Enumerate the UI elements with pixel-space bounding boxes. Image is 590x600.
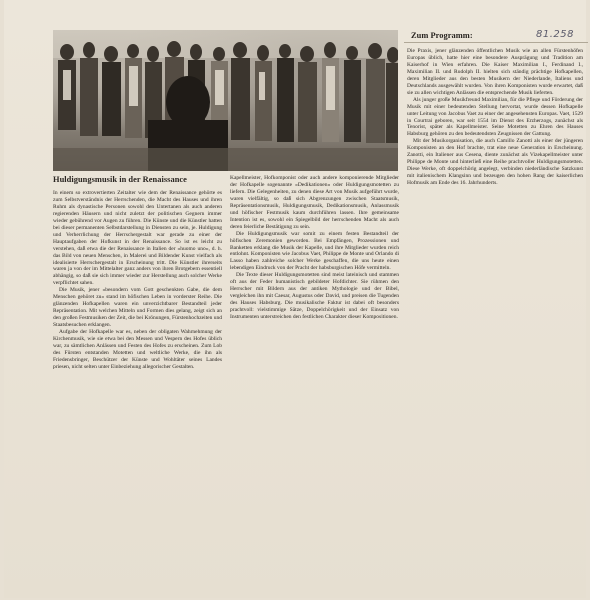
paragraph: Als junger große Musikfreund Maximilian, für die Pflege und Förderung der Musik mit einer bedeutenden Stellung hervortat, wurde dessen Hofkapelle unter Leitung von Jacobus Vaet zu einer der angesehensten Europas. Vaet, 1529 in Courtrai geboren, war seit 1554 im Dienst des Erzherzogs, zunächst als Tenorist, später als Kapellmeister. Seine Motetten zu Ehren des Hauses Habsburg gehören zu den bedeutendsten Zeugnissen der Gattung. xyxy=(407,96,583,138)
program-heading: Zum Programm: xyxy=(411,31,473,40)
paragraph: Mit der Musikorganisation, die auch Camillo Zanotti als einer der jüngeren Komponisten an den Hof brachte, trat eine neue Generation in Erscheinung. Zanotti, ein Italiener aus Cesena, diente zunächst als Vizekapellmeister unter Philippe de Monte und hinterließ eine Reihe prachtvoller Huldigungsmotetten. Diese Werke, oft doppelchörig angelegt, verbinden niederländische Satzkunst mit italienischem Klangsinn und bezeugen den hohen Rang der kaiserlichen Hofmusik am Ende des 16. Jahrhunderts. xyxy=(407,138,583,187)
album-page xyxy=(4,0,586,598)
section-heading: Huldigungsmusik in der Renaissance xyxy=(53,175,187,184)
paragraph: Die Huldigungsmusik war somit zu einem festen Bestandteil der höfischen Zeremonien geworden. Bei Empfängen, Prozessionen und Banketten erklang die Musik der Kapelle, und ihre Mitglieder wurden reich entlohnt. Komponisten wie Jacobus Vaet, Philippe de Monte und Orlando di Lasso haben zahlreiche solcher Werke geschaffen, die uns heute einen lebendigen Eindruck von der Pracht der habsburgischen Höfe vermitteln. xyxy=(230,230,399,272)
paragraph: Die Praxis, jener glänzenden öffentlichen Musik wie an allen Fürstenhöfen Europas üblich, hatte hier eine besondere Ausprägung und Tradition am Kaiserhof in Wien erfahren. Die Kaiser Maximilian I., Ferdinand I., Maximilian II. und Rudolph II. hielten sich ständig prächtige Hofkapellen, deren Mitglieder aus den besten Musikern der Niederlande, Italiens und Deutschlands ausgewählt wurden. Von ihren Komponisten wurde erwartet, daß sie zu allen wichtigen Anlässen die entsprechende Musik lieferten. xyxy=(407,48,583,96)
paragraph: Die Musik, jener »besondern vom Gott geschenkten Gabe, die dem Menschen gehöret zu« stand im höfischen Leben in vorderster Reihe. Die glänzenden Hofkapellen waren ein unverzichtbarer Bestandteil jeder Repräsentation. Mit welchen Mitteln und Formen dies gelang, zeigt sich an den großen Festmusiken der Zeit, die bei Krönungen, Fürstenhochzeiten und Staatsbesuchen erklangen. xyxy=(53,287,222,329)
choir-figures xyxy=(53,30,398,171)
choir-photograph xyxy=(53,30,398,171)
paragraph: Kapellmeister, Hofkomponist oder auch andere komponierende Mitglieder der Hofkapelle sogenannte »Dedikationen« oder Huldigungsmotetten zu liefern. Die Gelegenheiten, zu denen diese Art von Musik aufgeführt wurde, waren vielfältig, so daß sich Abgrenzungen zwischen Staatsmusik, Repräsentationsmusik, Huldigungsmusik, Dedikationsmusik, Anlassmusik und höfischer Festmusik kaum durchführen lassen. Ihre gemeinsame Intention ist es, sowohl ein Spiegelbild der herrschenden Macht als auch deren feierliche Bestätigung zu sein. xyxy=(230,175,399,230)
handwritten-catalog-number: 81.258 xyxy=(536,29,574,40)
paragraph: Die Texte dieser Huldigungsmotetten sind meist lateinisch und stammen oft aus der Feder humanistisch gebildeter Hofdichter. Sie rühmen den Herrscher mit Bildern aus der antiken Mythologie und der Bibel, vergleichen ihn mit Caesar, Augustus oder David, und preisen die Tugenden des Hauses Habsburg. Die musikalische Faktur ist dabei oft besonders prachtvoll: vielstimmige Sätze, Doppelchörigkeit und der Einsatz von Instrumenten unterstreichen den festlichen Charakter dieser Kompositionen. xyxy=(230,272,399,321)
heading-rule xyxy=(404,42,588,43)
paragraph: Aufgabe der Hofkapelle war es, neben der obligaten Wahrnehmung der Kirchenmusik, wie sie etwa bei den Messen und Vespern des Hofes üblich war, zu sämtlichen Anlässen und Festen des Hofes zu erscheinen. Zum Lob des Fürsten entstanden Motetten und weltliche Werke, die ihn als Friedensbringer, Beschützer der Künste und Wohltäter seines Landes priesen, nicht selten unter Einbeziehung allegorischer Gestalten. xyxy=(53,329,222,370)
text-column-middle xyxy=(230,175,399,594)
paragraph: In einem so extrovertierten Zeitalter wie dem der Renaissance gehörte es zum Selbstverständnis der Herrschenden, die Macht des Hauses und ihren Ruhm als dynastische Personen sowohl den Untertanen als auch anderen regierenden Häusern und nicht zuletzt der politischen Gegnern immer wieder gebührend vor Augen zu führen. Die Künste und die Künstler hatten bei dieser permanenten Selbstdarstellung in Diensten zu sein, je. Huldigung und Verherrlichung der Herrschergestalt war gerade zu einer der Hauptaufgaben der Hofkunst in der Renaissance. So ist es leicht zu verstehen, daß etwa die der Renaissance in Italien der »huomo uno«, d. h. das Bild von neuen Menschen, in Malerei und Bildender Kunst vielfach als idealisierte Herrschergestalt in Erscheinung tritt. Die Künstler ihrerseits waren ja von der im Mittelalter ganz anders von ihren Brotgebern essentiell abhängig, so daß sie sich immer wieder zur Herstellung auch solcher Werke verpflichtet sahen. xyxy=(53,190,222,287)
text-column-right xyxy=(407,48,583,594)
text-column-left xyxy=(53,190,222,594)
